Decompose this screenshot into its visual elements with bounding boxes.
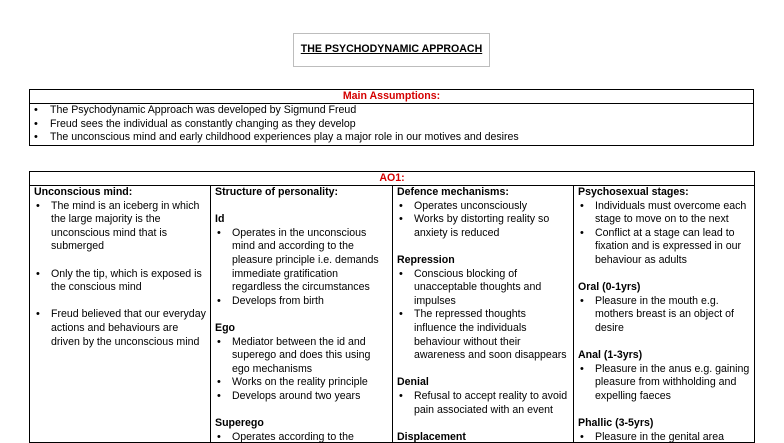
denial-label: Denial bbox=[397, 376, 429, 389]
ego-label: Ego bbox=[215, 321, 236, 334]
id-label: Id bbox=[215, 213, 225, 226]
list-item: • Pleasure in the mouth e.g. mothers breast is an object of desire bbox=[578, 295, 750, 336]
list-item: • The mind is an iceberg in which the large majority is the unconscious mind that is submerged bbox=[34, 200, 206, 254]
anal-label: Anal (1-3yrs) bbox=[578, 349, 643, 362]
list-item: • Works by distorting reality so anxiety is reduced bbox=[397, 213, 569, 240]
document-title: THE PSYCHODYNAMIC APPROACH bbox=[293, 33, 490, 67]
list-item: • The unconscious mind and early childhood experiences play a major role in our motives and desires bbox=[30, 131, 753, 145]
list-item: • Operates unconsciously bbox=[397, 200, 569, 214]
main-assumptions-body bbox=[30, 104, 754, 146]
unconscious-mind-title: Unconscious mind: bbox=[34, 186, 133, 198]
list-item: • Develops from birth bbox=[215, 295, 388, 309]
list-item: • Operates in the unconscious mind and according to the pleasure principle i.e. demands immediate gratification regardless the circumstances bbox=[215, 227, 388, 295]
main-assumptions-table bbox=[29, 89, 754, 146]
list-item: • Freud believed that our everyday actions and behaviours are driven by the unconscious mind bbox=[34, 308, 206, 349]
list-item: • Conflict at a stage can lead to fixation and is expressed in our behaviour as adults bbox=[578, 227, 750, 268]
list-item: • Individuals must overcome each stage to move on to the next bbox=[578, 200, 750, 227]
list-item: • Develops around two years bbox=[215, 390, 388, 404]
assumptions-list bbox=[30, 104, 753, 145]
defence-mechanisms-title: Defence mechanisms: bbox=[397, 186, 509, 198]
list-item: • Mediator between the id and superego and does this using ego mechanisms bbox=[215, 336, 388, 377]
list-item: • Refusal to accept reality to avoid pain associated with an event bbox=[397, 390, 569, 417]
repression-label: Repression bbox=[397, 253, 455, 266]
list-item: • Pleasure in the genital area bbox=[578, 431, 750, 442]
psychosexual-stages-title: Psychosexual stages: bbox=[578, 186, 689, 198]
list-item: • Only the tip, which is exposed is the conscious mind bbox=[34, 268, 206, 295]
main-assumptions-header: Main Assumptions: bbox=[30, 90, 754, 104]
list-item: • The repressed thoughts influence the individuals behaviour without their awareness and soon disappears bbox=[397, 308, 569, 362]
list-item: • Freud sees the individual as constantly changing as they develop bbox=[30, 118, 753, 132]
superego-label: Superego bbox=[215, 417, 264, 430]
displacement-label: Displacement bbox=[397, 430, 466, 442]
list-item: • Works on the reality principle bbox=[215, 376, 388, 390]
list-item: • Pleasure in the anus e.g. gaining pleasure from withholding and expelling faeces bbox=[578, 363, 750, 404]
ao1-table bbox=[29, 171, 755, 443]
psychosexual-stages-cell bbox=[574, 186, 755, 443]
list-item: • The Psychodynamic Approach was developed by Sigmund Freud bbox=[30, 104, 753, 118]
structure-of-personality-cell bbox=[211, 186, 393, 443]
ao1-header: AO1: bbox=[30, 172, 755, 186]
defence-mechanisms-cell bbox=[393, 186, 574, 443]
structure-of-personality-title: Structure of personality: bbox=[215, 186, 339, 198]
phallic-label: Phallic (3-5yrs) bbox=[578, 417, 654, 430]
unconscious-mind-cell bbox=[30, 186, 211, 443]
list-item: • Operates according to the bbox=[215, 431, 388, 442]
oral-label: Oral (0-1yrs) bbox=[578, 281, 641, 294]
list-item: • Conscious blocking of unacceptable thoughts and impulses bbox=[397, 268, 569, 309]
